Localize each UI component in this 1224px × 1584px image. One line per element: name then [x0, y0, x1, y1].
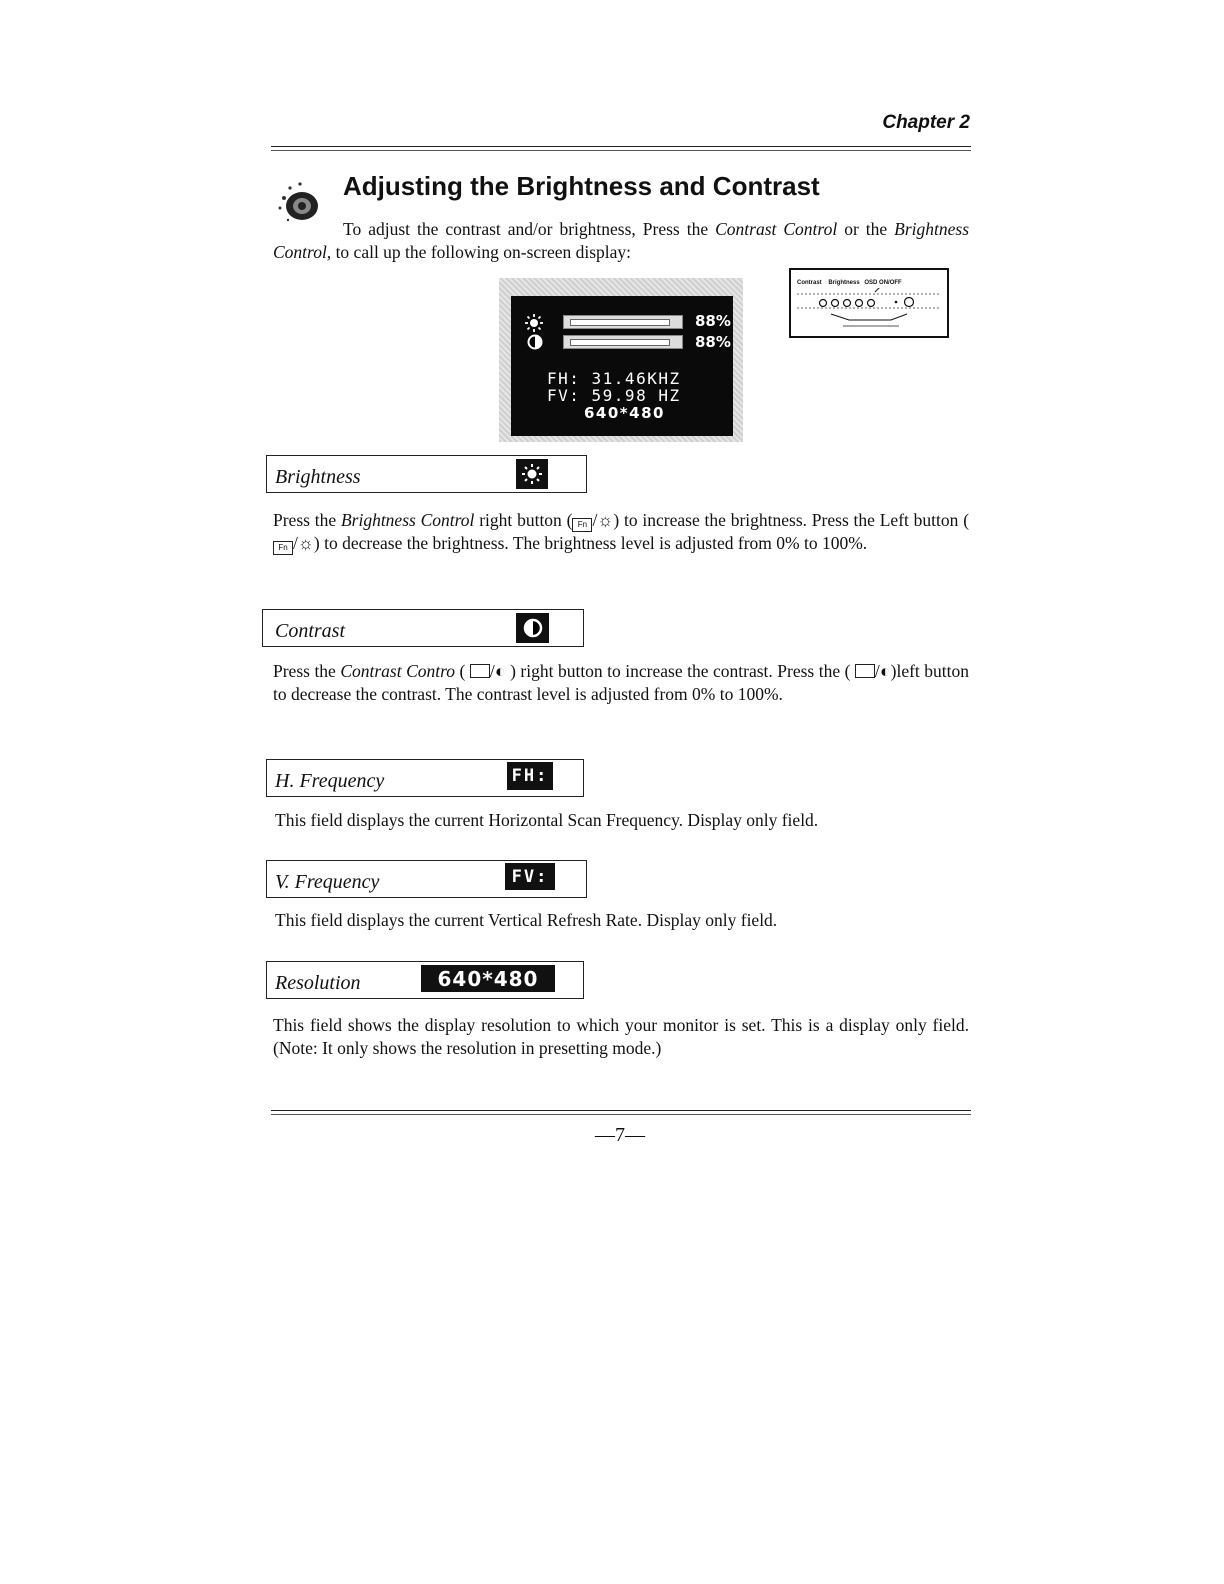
intro-text-3: to call up the following on-screen display:: [335, 242, 632, 262]
contrast-text-3: ) right button to increase the contrast. Press the (: [510, 661, 851, 681]
contrast-label-box: [262, 609, 584, 647]
header-rule: [271, 146, 971, 147]
brightness-text-4: ) to decrease the brightness. The brightness level is adjusted from 0% to 100%.: [313, 533, 868, 553]
footer-rule-thin: [271, 1114, 971, 1115]
intro-text-1: To adjust the contrast and/or brightness, Press the: [343, 219, 709, 239]
resolution-badge: [421, 965, 555, 992]
contrast-text-1: Press the: [273, 661, 336, 681]
brightness-description: Press the Brightness Control right button ( Fn /☼) to increase the brightness. Press the Left button (Fn /☼) to decrease the brightness. The brightness level is adjusted from 0% to 100%.: [273, 510, 970, 553]
section-title: Adjusting the Brightness and Contrast: [343, 171, 820, 201]
key-icon: [470, 664, 490, 678]
contrast-text-2: (: [459, 661, 466, 681]
osd-fv-line: FV: 59.98 HZ: [547, 386, 681, 405]
brightness-text-2: right button (: [479, 510, 573, 530]
hfreq-label: H. Frequency: [275, 770, 385, 792]
contrast-percent: 88%: [695, 333, 731, 351]
cp-brightness-label: Brightness: [828, 280, 860, 286]
osd-fh-line: FH: 31.46KHZ: [547, 369, 681, 388]
brightness-control-term: Brightness Control: [340, 510, 475, 530]
vfreq-label-box: [266, 860, 587, 898]
osd-resolution-line: 640*480: [584, 404, 665, 422]
brightness-percent: 88%: [695, 312, 731, 330]
cp-contrast-label: Contrast: [797, 280, 822, 286]
control-buttons-icon: [791, 288, 947, 332]
hfreq-badge: [507, 762, 553, 790]
brightness-text-1: Press the: [273, 510, 337, 530]
brightness-label-box: [266, 455, 587, 493]
intro-text-2: or the: [844, 219, 888, 239]
sun-icon: ☼: [597, 510, 614, 530]
resolution-description: This field shows the display resolution to which your monitor is set. This is a display only field. (Note: It only shows the resolution in presetting mode.): [273, 1015, 969, 1058]
contrast-text-4: )left button to decrease the contrast. The contrast level is adjusted from 0% to 100%.: [273, 661, 969, 704]
hfreq-badge-text: FH:: [511, 766, 549, 786]
brightness-text-3: ) to increase the brightness. Press the Left button (: [613, 510, 970, 530]
brightness-sun-icon: [525, 314, 543, 332]
page-number: —7—: [595, 1124, 645, 1146]
chapter-label: Chapter 2: [882, 112, 970, 133]
header-rule-thin: [271, 150, 971, 151]
cp-onoff-label: ON/OFF: [879, 280, 902, 286]
vfreq-badge: [505, 863, 555, 890]
brightness-bar: [563, 315, 683, 329]
brightness-label: Brightness: [275, 466, 361, 488]
fn-key-icon: Fn: [572, 518, 592, 532]
resolution-label: Resolution: [275, 972, 361, 994]
contrast-bar: [563, 335, 683, 349]
half-circle-icon: ◐: [879, 661, 891, 681]
brightness-badge: [516, 459, 548, 489]
contrast-control-term: Contrast Contro: [340, 661, 456, 681]
osd-window: [511, 296, 733, 436]
vfreq-description: This field displays the current Vertical Refresh Rate. Display only field.: [275, 910, 778, 930]
control-panel-labels: [797, 280, 902, 286]
sun-icon: ☼: [297, 533, 314, 553]
half-circle-icon: ◐: [494, 661, 506, 681]
osd-screenshot: [499, 278, 743, 442]
contrast-half-circle-icon: [527, 334, 543, 350]
resolution-badge-text: 640*480: [437, 966, 539, 991]
contrast-half-circle-icon: [523, 618, 543, 638]
intro-paragraph: [273, 218, 969, 264]
control-panel-diagram: [789, 268, 949, 338]
contrast-label: Contrast: [275, 620, 346, 642]
vfreq-badge-text: FV:: [511, 866, 549, 887]
hfreq-description: This field displays the current Horizontal Scan Frequency. Display only field.: [275, 810, 819, 830]
contrast-description: Press the Contrast Contro ( /◐ ) right button to increase the contrast. Press the ( /◐)left button to decrease the contrast. The contrast level is adjusted from 0% to 100%.: [273, 661, 969, 704]
fn-key-icon: Fn: [273, 541, 293, 555]
footer-rule: [271, 1110, 971, 1111]
contrast-badge: [516, 613, 549, 643]
vfreq-label: V. Frequency: [275, 871, 380, 893]
intro-brightness-control: Brightness Control,: [273, 219, 970, 262]
hfreq-label-box: [266, 759, 584, 797]
brightness-sun-icon: [521, 463, 543, 485]
key-icon: [855, 664, 875, 678]
resolution-label-box: [266, 961, 584, 999]
intro-contrast-control: Contrast Control: [715, 219, 838, 239]
cp-osd-label: OSD: [864, 280, 878, 286]
